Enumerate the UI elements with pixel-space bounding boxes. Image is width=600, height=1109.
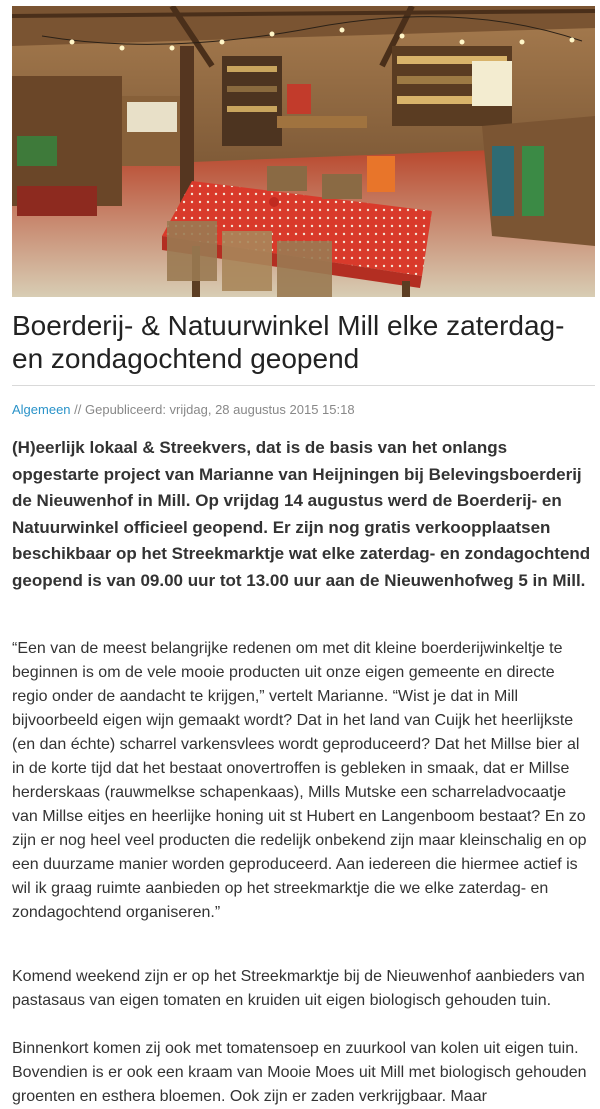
category-link[interactable]: Algemeen bbox=[12, 402, 71, 417]
article-title: Boerderij- & Natuurwinkel Mill elke zaterdag- en zondagochtend geopend bbox=[12, 310, 565, 374]
title-divider bbox=[12, 385, 595, 386]
article-paragraph: “Een van de meest belangrijke redenen om met dit kleine boerderijwinkeltje te beginnen is om de vele mooie producten uit onze eigen gemeente en directe regio onder de aandacht te krijgen,” vertelt Marianne. “Wist je dat in Mill bijvoorbeeld eigen wijn gemaakt wordt? Dat in het land van Cuijk het heerlijkste (en dan échte) scharrel varkensvlees wordt geproduceerd? Dat het Millse bier al in de korte tijd dat het bestaat onovertroffen is gebleken in smaak, dat er Millse herderskaas (rauwmelkse schapenkaas), Mills Mutske een scharreladvocaatje van Millse eitjes en heerlijke honing uit st Hubert en Langenboom bestaat? En zo zijn er nog heel veel producten die redelijk onbekend zijn maar kleinschalig en op een duurzame manier worden geproduceerd. Aan iedereen die hiermee actief is wil ik graag ruimte aanbieden op het streekmarktje die we elke zaterdag- en zondagochtend organiseren.” bbox=[12, 640, 587, 921]
article-meta bbox=[12, 402, 355, 417]
published-date: Gepubliceerd: vrijdag, 28 augustus 2015 15:18 bbox=[85, 402, 355, 417]
meta-separator: // bbox=[70, 402, 85, 417]
farm-shop-photo bbox=[12, 6, 595, 297]
article-hero-image bbox=[12, 6, 595, 297]
article-paragraph: Komend weekend zijn er op het Streekmarktje bij de Nieuwenhof aanbieders van pastasaus van eigen tomaten en kruiden uit eigen biologisch gehouden tuin. bbox=[12, 968, 585, 1009]
article-paragraph: Binnenkort komen zij ook met tomatensoep en zuurkool van kolen uit eigen tuin. Bovendien is er ook een kraam van Mooie Moes uit Mill met biologisch gehouden groenten en esthera bloemen. Ook zijn er zaden verkrijgbaar. Maar bbox=[12, 1040, 587, 1105]
article-lead: (H)eerlijk lokaal & Streekvers, dat is de basis van het onlangs opgestarte project van Marianne van Heijningen bij Belevingsboerderij de Nieuwenhof in Mill. Op vrijdag 14 augustus werd de Boerderij- en Natuurwinkel officieel geopend. Er zijn nog gratis verkoopplaatsen beschikbaar op het Streekmarktje wat elke zaterdag- en zondagochtend geopend is van 09.00 uur tot 13.00 uur aan de Nieuwenhofweg 5 in Mill. bbox=[12, 438, 591, 590]
